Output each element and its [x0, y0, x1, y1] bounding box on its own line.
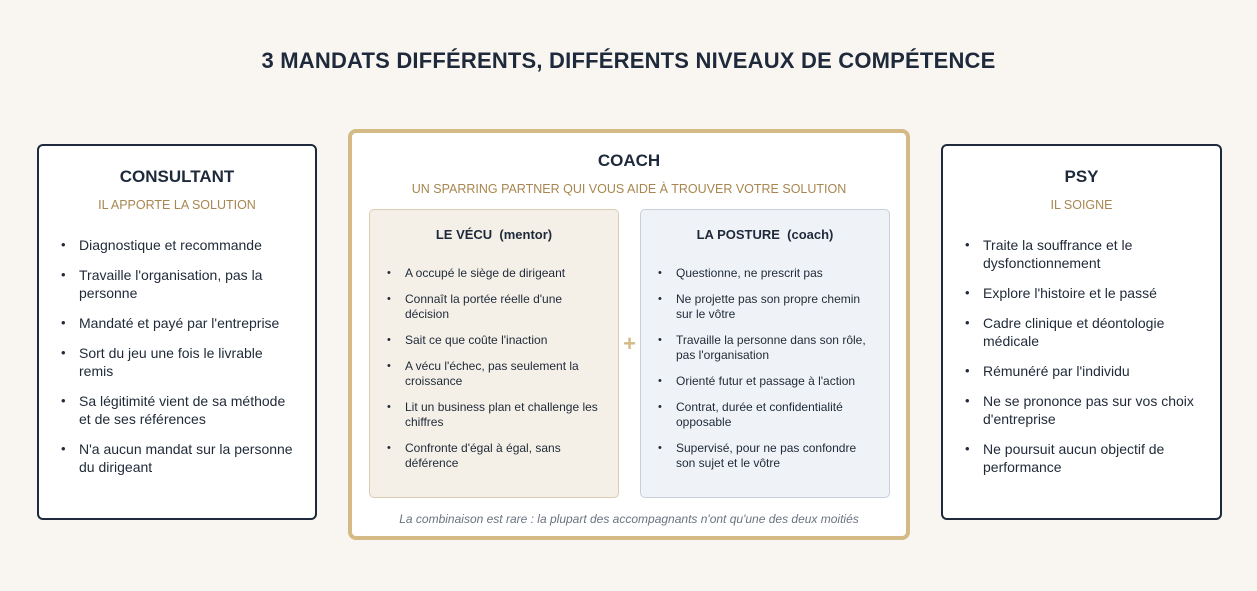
list-item: • Sort du jeu une fois le livrable remis — [61, 344, 297, 380]
list-item: • N'a aucun mandat sur la personne du dirigeant — [61, 440, 297, 476]
consultant-list — [61, 236, 297, 488]
posture-panel — [640, 209, 890, 498]
consultant-heading: CONSULTANT — [119, 167, 235, 186]
list-item: • Supervisé, pour ne pas confondre son sujet et le vôtre — [658, 441, 875, 471]
coach-subtitle: UN SPARRING PARTNER QUI VOUS AIDE À TROUVER VOTRE SOLUTION — [411, 182, 847, 196]
list-item: • Ne projette pas son propre chemin sur le vôtre — [658, 292, 875, 322]
list-item: • Lit un business plan et challenge les chiffres — [387, 400, 604, 430]
list-item: • Mandaté et payé par l'entreprise — [61, 314, 297, 332]
list-item: • Ne se prononce pas sur vos choix d'entreprise — [965, 392, 1202, 428]
page-title: 3 MANDATS DIFFÉRENTS, DIFFÉRENTS NIVEAUX DE COMPÉTENCE — [261, 48, 996, 73]
list-item: • Sa légitimité vient de sa méthode et de ses références — [61, 392, 297, 428]
list-item: • Diagnostique et recommande — [61, 236, 297, 254]
list-item: • Explore l'histoire et le passé — [965, 284, 1202, 302]
coach-heading: COACH — [597, 151, 661, 170]
plus-icon: + — [623, 331, 636, 356]
posture-list — [658, 266, 875, 482]
list-item: • Cadre clinique et déontologie médicale — [965, 314, 1202, 350]
vecu-list — [387, 266, 604, 482]
list-item: • Confronte d'égal à égal, sans déférence — [387, 441, 604, 471]
list-item: • Sait ce que coûte l'inaction — [387, 333, 604, 348]
list-item: • A vécu l'échec, pas seulement la croissance — [387, 359, 604, 389]
list-item: • Rémunéré par l'individu — [965, 362, 1202, 380]
psy-list — [965, 236, 1202, 488]
list-item: • Questionne, ne prescrit pas — [658, 266, 875, 281]
vecu-panel — [369, 209, 619, 498]
list-item: • Orienté futur et passage à l'action — [658, 374, 875, 389]
vecu-heading: LE VÉCU (mentor) — [435, 227, 553, 242]
list-item: • Ne poursuit aucun objectif de performance — [965, 440, 1202, 476]
list-item: • A occupé le siège de dirigeant — [387, 266, 604, 281]
posture-heading: LA POSTURE (coach) — [696, 227, 834, 242]
consultant-subtitle: IL APPORTE LA SOLUTION — [98, 198, 256, 212]
psy-subtitle: IL SOIGNE — [1050, 198, 1113, 212]
list-item: • Travaille la personne dans son rôle, pas l'organisation — [658, 333, 875, 363]
list-item: • Travaille l'organisation, pas la personne — [61, 266, 297, 302]
psy-heading: PSY — [1064, 167, 1099, 186]
list-item: • Traite la souffrance et le dysfonctionnement — [965, 236, 1202, 272]
coach-card — [348, 129, 910, 540]
psy-card — [941, 144, 1222, 520]
coach-footnote: La combinaison est rare : la plupart des accompagnants n'ont qu'une des deux moitiés — [399, 512, 859, 526]
list-item: • Connaît la portée réelle d'une décision — [387, 292, 604, 322]
list-item: • Contrat, durée et confidentialité opposable — [658, 400, 875, 430]
consultant-card — [37, 144, 317, 520]
